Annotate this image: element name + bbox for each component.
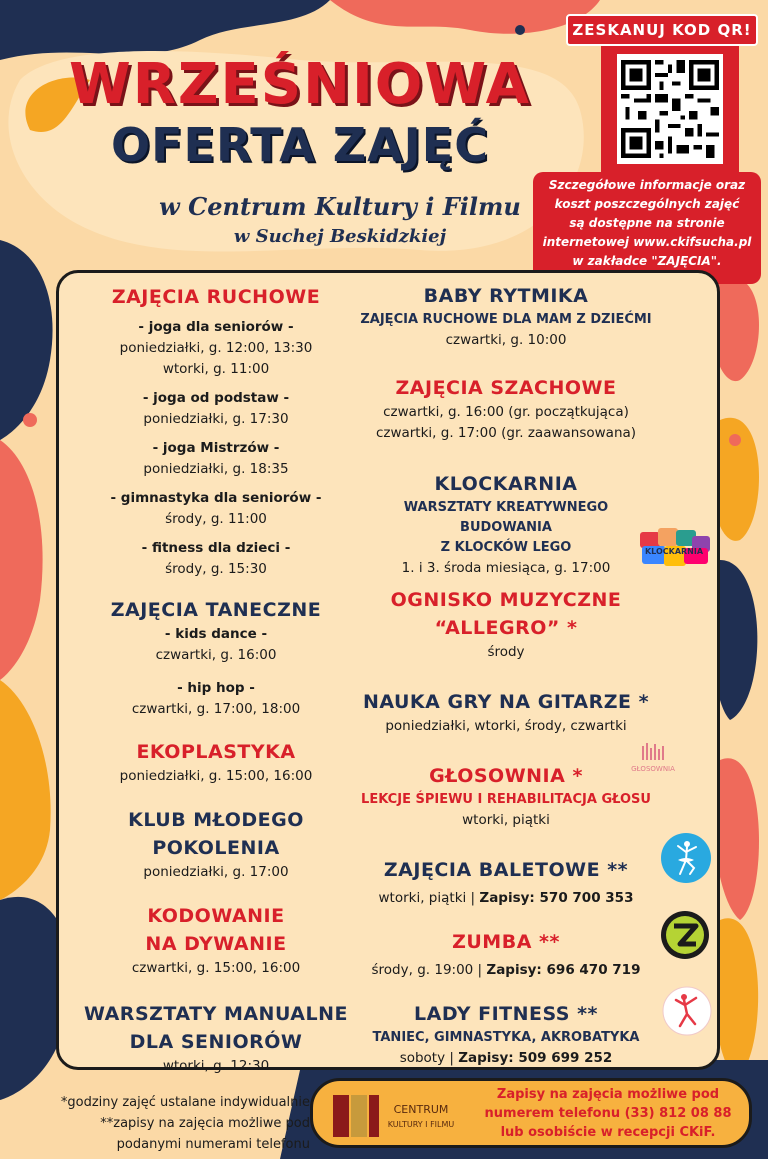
- activity-time: czwartki, g. 10:00: [445, 332, 567, 348]
- section-heading: EKOPLASTYKA: [136, 741, 296, 763]
- section-heading: LADY FITNESS **: [414, 1003, 598, 1025]
- activity-time: poniedziałki, g. 15:00, 16:00: [119, 768, 313, 784]
- activity-time: środy, g. 15:30: [165, 561, 267, 577]
- registration-phone: Zapisy: 696 470 719: [486, 962, 641, 978]
- section-heading: ZUMBA **: [452, 931, 560, 953]
- qr-info-line: internetowej www.ckifsucha.pl: [542, 235, 752, 249]
- activity-name: - gimnastyka dla seniorów -: [110, 490, 322, 506]
- section-glosownia: [356, 762, 656, 831]
- footnotes: [20, 1092, 310, 1155]
- qr-info-line: są dostępne na stronie: [569, 216, 725, 230]
- section-kodowanie: [66, 902, 366, 979]
- activity-time: poniedziałki, g. 17:00: [143, 864, 289, 880]
- ckif-logo-icon: [331, 1091, 471, 1141]
- section-heading: KLUB MŁODEGO: [128, 809, 304, 831]
- section-klockarnia: [356, 470, 656, 579]
- section-heading: ZAJĘCIA SZACHOWE: [395, 377, 617, 399]
- glosownia-logo-text: GŁOSOWNIA: [631, 765, 675, 773]
- activity-time: czwartki, g. 17:00 (gr. zaawansowana): [375, 425, 637, 441]
- section-subheading: TANIEC, GIMNASTYKA, AKROBATYKA: [372, 1030, 640, 1045]
- qr-label: ZESKANUJ KOD QR!: [566, 14, 758, 46]
- qr-info-line: w zakładce "ZAJĘCIA".: [572, 254, 722, 268]
- section-heading: NA DYWANIE: [145, 933, 287, 955]
- qr-info-line: Szczegółowe informacje oraz: [548, 178, 746, 192]
- activity-time: poniedziałki, g. 17:30: [143, 411, 289, 427]
- contact-line: numerem telefonu (33) 812 08 88: [484, 1106, 732, 1121]
- section-heading: GŁOSOWNIA *: [429, 765, 583, 787]
- ballet-logo-icon: [660, 832, 712, 884]
- section-ognisko-muzyczne: [356, 586, 656, 663]
- section-zajecia-szachowe: [356, 374, 656, 444]
- activity-name: - joga dla seniorów -: [138, 319, 294, 335]
- qr-code-icon[interactable]: [617, 54, 723, 164]
- activity-time: wtorki, g. 12:30: [162, 1058, 270, 1074]
- qr-info-line: koszt poszczególnych zajęć: [554, 197, 740, 211]
- activity-name: - joga od podstaw -: [142, 390, 290, 406]
- section-klub-mlodego-pokolenia: [66, 806, 366, 883]
- activity-time: poniedziałki, wtorki, środy, czwartki: [385, 718, 627, 734]
- zumba-logo-icon: [660, 910, 710, 960]
- section-heading: KODOWANIE: [147, 905, 285, 927]
- activity-time: 1. i 3. środa miesiąca, g. 17:00: [401, 560, 611, 576]
- ckif-logo-text: CENTRUM: [393, 1103, 449, 1116]
- activity-time: czwartki, g. 17:00, 18:00: [131, 701, 301, 717]
- contact-text: [473, 1085, 743, 1142]
- subtitle-line-1: w Centrum Kultury i Filmu: [159, 192, 521, 221]
- activity-time: wtorki, piątki: [462, 812, 550, 828]
- activity-time: wtorki, piątki |: [378, 890, 480, 906]
- activity-time-line: [356, 1048, 656, 1069]
- section-zajecia-taneczne: [66, 596, 366, 720]
- section-heading: DLA SENIORÓW: [129, 1031, 303, 1053]
- activity-time: czwartki, g. 16:00 (gr. początkująca): [383, 404, 629, 420]
- section-heading: “ALLEGRO” *: [434, 617, 578, 639]
- activity-time: poniedziałki, g. 18:35: [143, 461, 289, 477]
- section-heading: ZAJĘCIA BALETOWE **: [383, 859, 629, 881]
- section-heading: OGNISKO MUZYCZNE: [390, 589, 622, 611]
- activity-time-line: [356, 960, 656, 981]
- activity-time: poniedziałki, g. 12:00, 13:30: [119, 340, 313, 356]
- activity-time: soboty |: [399, 1050, 459, 1066]
- section-zumba: [356, 928, 656, 981]
- section-heading: BABY RYTMIKA: [423, 285, 589, 307]
- lady-fitness-logo-icon: [662, 986, 712, 1036]
- section-subheading: Z KLOCKÓW LEGO: [440, 540, 572, 555]
- klockarnia-logo-text: KLOCKARNIA: [644, 547, 704, 556]
- registration-phone: Zapisy: 570 700 353: [479, 890, 634, 906]
- activity-time: środy, g. 19:00 |: [371, 962, 487, 978]
- section-zajecia-baletowe: [356, 856, 656, 909]
- section-heading: NAUKA GRY NA GITARZE *: [362, 691, 650, 713]
- section-heading: POKOLENIA: [152, 837, 280, 859]
- footnote: podanymi numerami telefonu: [116, 1137, 310, 1152]
- activity-time: wtorki, g. 11:00: [162, 361, 270, 377]
- ckif-logo-subtext: KULTURY I FILMU: [387, 1120, 455, 1129]
- contact-line: lub osobiście w recepcji CKiF.: [500, 1125, 716, 1140]
- section-baby-rytmika: [356, 282, 656, 351]
- title-line-2: OFERTA ZAJĘĆ: [111, 118, 489, 172]
- qr-info-box: [533, 172, 761, 284]
- activity-name: - kids dance -: [164, 626, 268, 642]
- section-ekoplastyka: [66, 738, 366, 787]
- activity-name: - hip hop -: [177, 680, 255, 696]
- activity-time: czwartki, g. 15:00, 16:00: [131, 960, 301, 976]
- footnote: **zapisy na zajęcia możliwe pod: [100, 1116, 310, 1131]
- section-heading: WARSZTATY MANUALNE: [84, 1003, 348, 1025]
- qr-frame: [601, 46, 739, 172]
- activity-name: - joga Mistrzów -: [152, 440, 280, 456]
- section-heading: KLOCKARNIA: [434, 473, 578, 495]
- footnote: *godziny zajęć ustalane indywidualnie: [60, 1095, 310, 1110]
- contact-line: Zapisy na zajęcia możliwe pod: [496, 1087, 720, 1102]
- activity-time: środy, g. 11:00: [165, 511, 267, 527]
- section-subheading: LEKCJE ŚPIEWU I REHABILITACJA GŁOSU: [361, 792, 651, 807]
- section-lady-fitness: [356, 1000, 656, 1069]
- section-subheading: ZAJĘCIA RUCHOWE DLA MAM Z DZIEĆMI: [360, 312, 652, 327]
- activity-time: czwartki, g. 16:00: [155, 647, 277, 663]
- section-zajecia-ruchowe: [66, 283, 366, 580]
- subtitle-line-2: w Suchej Beskidzkiej: [233, 226, 447, 247]
- activity-time-line: [356, 888, 656, 909]
- section-nauka-gry-na-gitarze: [356, 688, 656, 737]
- section-warsztaty-manualne: [66, 1000, 366, 1077]
- klockarnia-logo-icon: [636, 524, 714, 572]
- registration-phone: Zapisy: 509 699 252: [458, 1050, 613, 1066]
- section-heading: ZAJĘCIA RUCHOWE: [111, 286, 321, 308]
- title-line-1: WRZEŚNIOWA: [69, 52, 531, 117]
- activity-time: środy: [487, 644, 525, 660]
- section-subheading: WARSZTATY KREATYWNEGO BUDOWANIA: [403, 500, 609, 535]
- contact-box: [310, 1078, 752, 1148]
- section-heading: ZAJĘCIA TANECZNE: [110, 599, 322, 621]
- activity-name: - fitness dla dzieci -: [141, 540, 291, 556]
